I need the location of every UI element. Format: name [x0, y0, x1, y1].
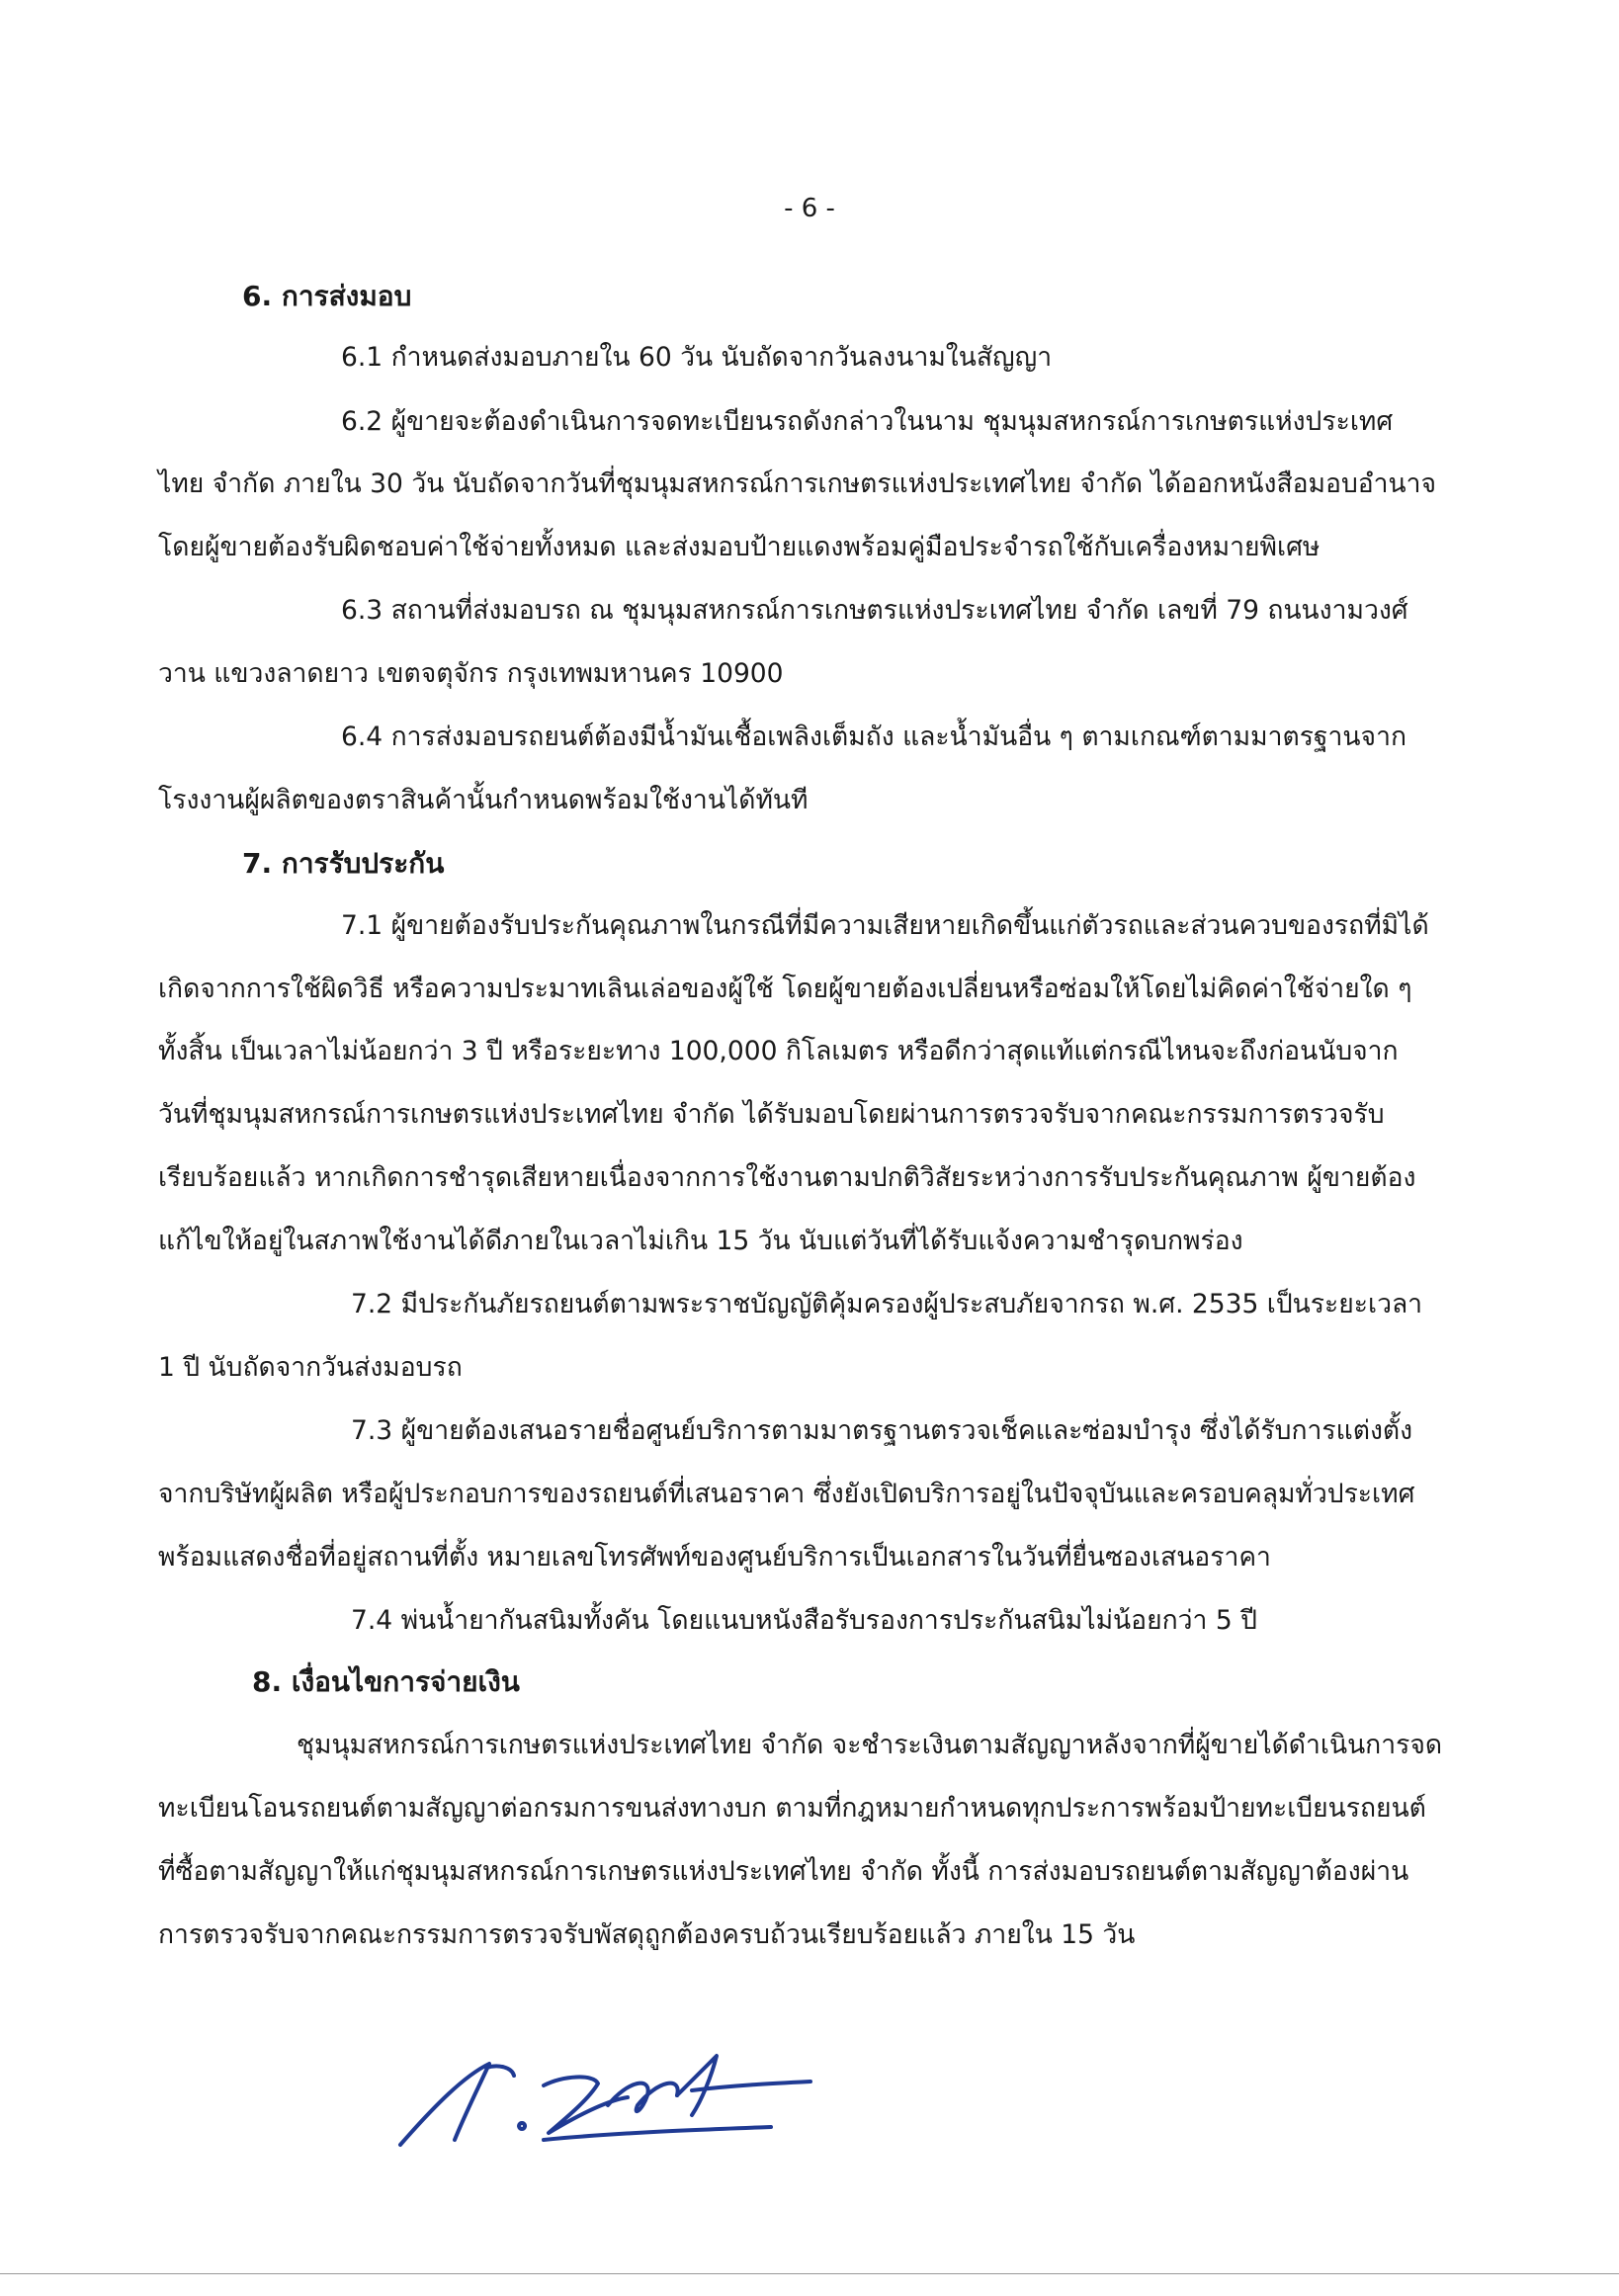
section-7-line: พร้อมแสดงชื่อที่อยู่สถานที่ตั้ง หมายเลขโทรศัพท์ของศูนย์บริการเป็นเอกสารในวันที่ยื่นซองเสนอราคา: [158, 1542, 1271, 1573]
section-6-line: โรงงานผู้ผลิตของตราสินค้านั้นกำหนดพร้อมใช้งานได้ทันที: [158, 785, 809, 815]
section-6-line: โดยผู้ขายต้องรับผิดชอบค่าใช้จ่ายทั้งหมด และส่งมอบป้ายแดงพร้อมคู่มือประจำรถใช้กับเครื่องหมายพิเศษ: [158, 532, 1321, 562]
section-6-line: 6.2 ผู้ขายจะต้องดำเนินการจดทะเบียนรถดังกล่าวในนาม ชุมนุมสหกรณ์การเกษตรแห่งประเทศ: [341, 406, 1394, 437]
page-number: - 6 -: [784, 194, 835, 223]
section-7-line: เรียบร้อยแล้ว หากเกิดการชำรุดเสียหายเนื่องจากการใช้งานตามปกติวิสัยระหว่างการรับประกันคุณภาพ ผู้ขายต้อง: [158, 1162, 1416, 1193]
section-8-line: ที่ซื้อตามสัญญาให้แก่ชุมนุมสหกรณ์การเกษตรแห่งประเทศไทย จำกัด ทั้งนี้ การส่งมอบรถยนต์ตามสัญญาต้องผ่าน: [158, 1856, 1409, 1887]
section-6-line: ไทย จำกัด ภายใน 30 วัน นับถัดจากวันที่ชุมนุมสหกรณ์การเกษตรแห่งประเทศไทย จำกัด ได้ออกหนังสือมอบอำนาจ: [158, 468, 1437, 499]
section-8-heading: 8. เงื่อนไขการจ่ายเงิน: [252, 1665, 520, 1698]
section-7-line: วันที่ชุมนุมสหกรณ์การเกษตรแห่งประเทศไทย จำกัด ได้รับมอบโดยผ่านการตรวจรับจากคณะกรรมการตรวจรับ: [158, 1099, 1385, 1130]
bottom-divider: [0, 2273, 1619, 2274]
section-7-line: 7.3 ผู้ขายต้องเสนอรายชื่อศูนย์บริการตามมาตรฐานตรวจเช็คและซ่อมบำรุง ซึ่งได้รับการแต่งตั้ง: [351, 1415, 1413, 1446]
handwritten-signature: [395, 2046, 830, 2155]
section-6-heading: 6. การส่งมอบ: [242, 280, 412, 312]
section-7-line: เกิดจากการใช้ผิดวิธี หรือความประมาทเลินเล่อของผู้ใช้ โดยผู้ขายต้องเปลี่ยนหรือซ่อมให้โดยไม่คิดค่าใช้จ่ายใด ๆ: [158, 974, 1412, 1004]
section-7-line: 7.1 ผู้ขายต้องรับประกันคุณภาพในกรณีที่มีความเสียหายเกิดขึ้นแก่ตัวรถและส่วนควบของรถที่มิได้: [341, 910, 1429, 941]
section-7-heading: 7. การรับประกัน: [242, 847, 445, 880]
section-6-line: 6.4 การส่งมอบรถยนต์ต้องมีน้ำมันเชื้อเพลิงเต็มถัง และน้ำมันอื่น ๆ ตามเกณฑ์ตามมาตรฐานจาก: [341, 722, 1406, 752]
section-7-line: จากบริษัทผู้ผลิต หรือผู้ประกอบการของรถยนต์ที่เสนอราคา ซึ่งยังเปิดบริการอยู่ในปัจจุบันและครอบคลุมทั่วประเทศ: [158, 1479, 1415, 1509]
section-6-line: 6.3 สถานที่ส่งมอบรถ ณ ชุมนุมสหกรณ์การเกษตรแห่งประเทศไทย จำกัด เลขที่ 79 ถนนงามวงศ์: [341, 595, 1408, 626]
section-7-line: 7.2 มีประกันภัยรถยนต์ตามพระราชบัญญัติคุ้มครองผู้ประสบภัยจากรถ พ.ศ. 2535 เป็นระยะเวลา: [351, 1289, 1423, 1319]
section-8-line: ชุมนุมสหกรณ์การเกษตรแห่งประเทศไทย จำกัด จะชำระเงินตามสัญญาหลังจากที่ผู้ขายได้ดำเนินการจด: [297, 1730, 1443, 1760]
section-8-line: การตรวจรับจากคณะกรรมการตรวจรับพัสดุถูกต้องครบถ้วนเรียบร้อยแล้ว ภายใน 15 วัน: [158, 1919, 1136, 1950]
section-7-line: แก้ไขให้อยู่ในสภาพใช้งานได้ดีภายในเวลาไม่เกิน 15 วัน นับแต่วันที่ได้รับแจ้งความชำรุดบกพร่อง: [158, 1226, 1243, 1256]
section-8-line: ทะเบียนโอนรถยนต์ตามสัญญาต่อกรมการขนส่งทางบก ตามที่กฎหมายกำหนดทุกประการพร้อมป้ายทะเบียนรถยนต์: [158, 1793, 1426, 1824]
section-6-line: 6.1 กำหนดส่งมอบภายใน 60 วัน นับถัดจากวันลงนามในสัญญา: [341, 342, 1053, 373]
section-7-line: 7.4 พ่นน้ำยากันสนิมทั้งคัน โดยแนบหนังสือรับรองการประกันสนิมไม่น้อยกว่า 5 ปี: [351, 1605, 1257, 1636]
section-6-line: วาน แขวงลาดยาว เขตจตุจักร กรุงเทพมหานคร 10900: [158, 658, 784, 689]
section-7-line: 1 ปี นับถัดจากวันส่งมอบรถ: [158, 1352, 463, 1383]
section-7-line: ทั้งสิ้น เป็นเวลาไม่น้อยกว่า 3 ปี หรือระยะทาง 100,000 กิโลเมตร หรือดีกว่าสุดแท้แต่กรณีไหนจะถึงก่อนนับจาก: [158, 1036, 1399, 1066]
